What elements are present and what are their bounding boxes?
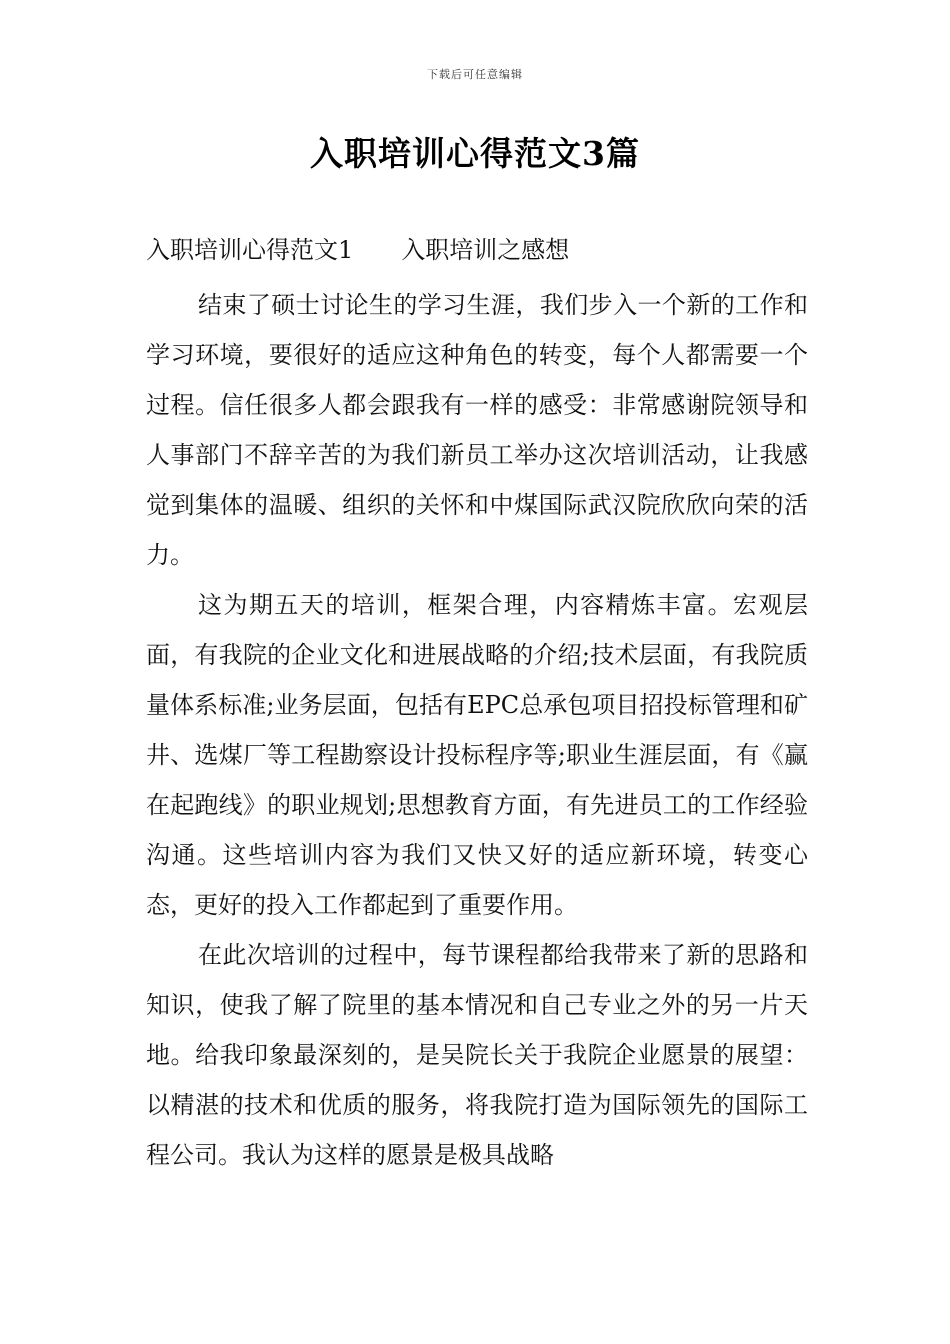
subheading-left: 入职培训心得范文1: [146, 236, 354, 264]
document-title: 入职培训心得范文3篇: [310, 134, 640, 173]
paragraph: 在此次培训的过程中，每节课程都给我带来了新的思路和知识，使我了解了院里的基本情况和自己专业之外的另一片天地。给我印象最深刻的，是吴院长关于我院企业愿景的展望：以精湛的技术和优质的服务，将我院打造为国际领先的国际工程公司。我认为这样的愿景是极具战略: [146, 941, 808, 1169]
document-body: [146, 280, 808, 1180]
paragraph: 这为期五天的培训，框架合理，内容精炼丰富。宏观层面，有我院的企业文化和进展战略的介绍;技术层面，有我院质量体系标准;业务层面，包括有EPC总承包项目招投标管理和矿井、选煤厂等工程勘察设计投标程序等;职业生涯层面，有《赢在起跑线》的职业规划;思想教育方面，有先进员工的工作经验沟通。这些培训内容为我们又快又好的适应新环境，转变心态，更好的投入工作都起到了重要作用。: [146, 591, 808, 919]
section-subheading: [146, 232, 826, 268]
header-note: 下载后可任意编辑: [427, 68, 523, 81]
paragraph: 结束了硕士讨论生的学习生涯，我们步入一个新的工作和学习环境，要很好的适应这种角色的转变，每个人都需要一个过程。信任很多人都会跟我有一样的感受：非常感谢院领导和人事部门不辞辛苦的为我们新员工举办这次培训活动，让我感觉到集体的温暖、组织的关怀和中煤国际武汉院欣欣向荣的活力。: [146, 291, 808, 569]
subheading-right: 入职培训之感想: [401, 236, 570, 264]
